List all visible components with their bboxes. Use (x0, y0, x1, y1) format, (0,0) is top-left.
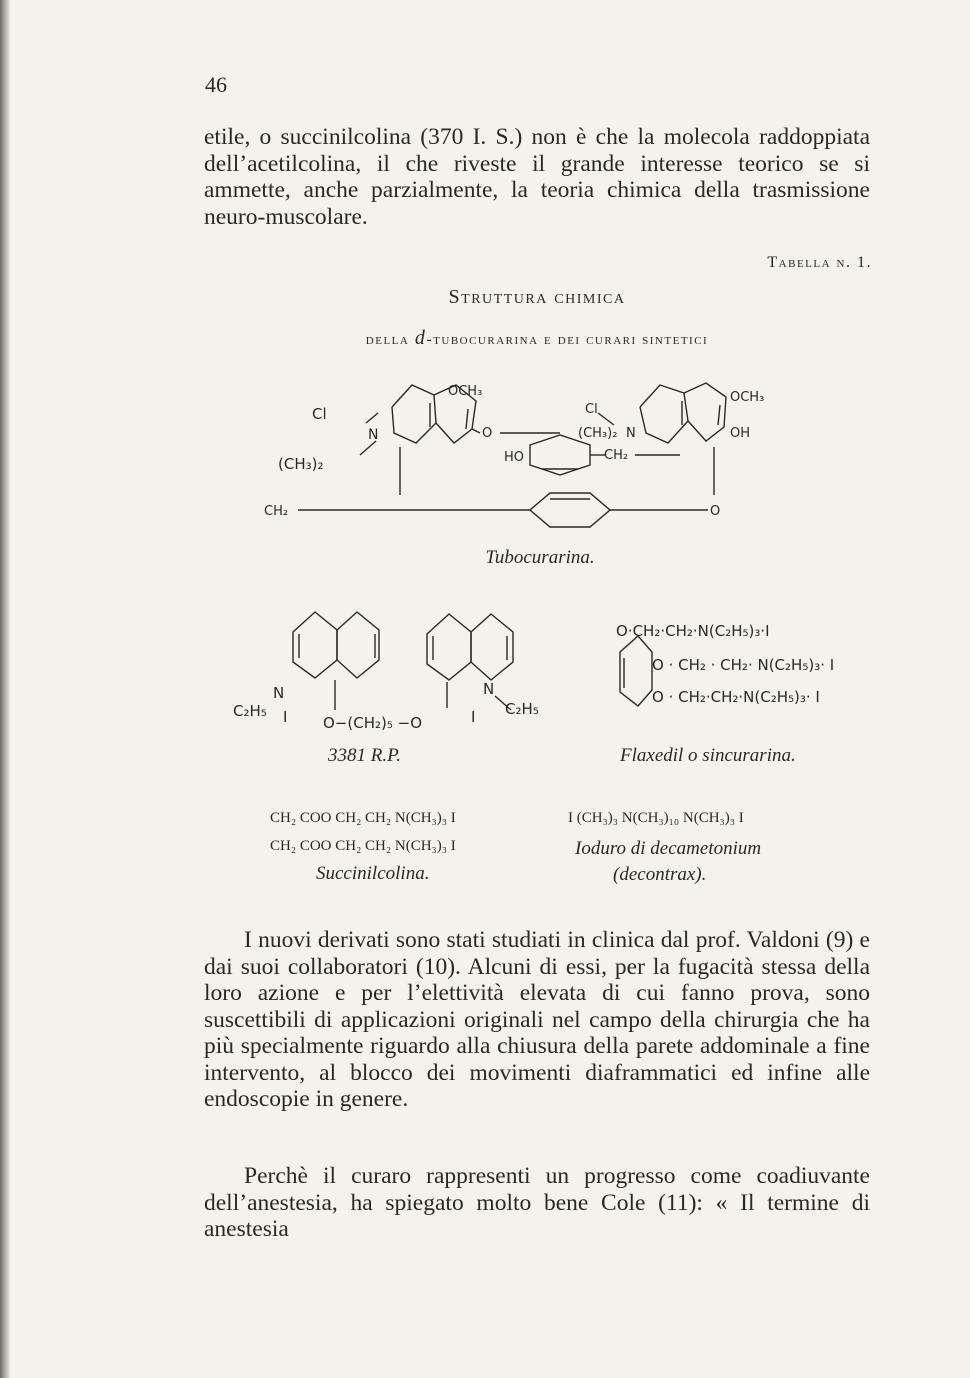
decametonium-formula: I (CH₃)₃ N(CH₃)₁₀ N(CH₃)₃ I (568, 810, 744, 826)
decametonium-caption-2: (decontrax). (613, 864, 707, 885)
tubo-o-bridge-label: O (482, 426, 493, 441)
flaxedil-caption: Flaxedil o sincurarina. (620, 745, 796, 766)
succinilcolina-line-1: CH₂ COO CH₂ CH₂ N(CH₃)₃ I (270, 810, 456, 826)
decametonium-caption-1: Ioduro di decametonium (575, 838, 762, 859)
tubo-cl-bond-right (598, 413, 614, 425)
tubo-cl-bond-left (366, 413, 378, 423)
tubo-ch3-right: (CH₃)₂ (578, 426, 618, 441)
rp-c2h5-right: C₂H₅ (505, 700, 539, 718)
flaxedil-chain-3: O · CH₂·CH₂·N(C₂H₅)₃· I (652, 688, 820, 706)
rp-chain-label: O−(CH₂)₅ −O (323, 714, 423, 732)
book-binding-shadow (0, 0, 10, 1378)
flaxedil-chain-2: O · CH₂ · CH₂· N(C₂H₅)₃· I (652, 656, 835, 674)
rp-left-ring-b (337, 612, 379, 678)
flaxedil-structure (590, 612, 880, 722)
table-title-italic: d (414, 327, 427, 349)
tubo-ch2-bottom: CH₂ (264, 504, 289, 519)
page-number: 46 (205, 72, 227, 97)
table-title-line2 (204, 327, 870, 350)
cole-paragraph: Perchè il curaro rappresenti un progresso come coadiuvante dell’anestesia, ha spiegato molto bene Cole (11): « Il termine di anestesia (204, 1163, 870, 1242)
rp-n-left: N (273, 684, 285, 702)
tubo-ch3-left: (CH₃)₂ (278, 455, 324, 473)
tubo-ch2-mid: CH₂ (604, 448, 629, 463)
tubo-och3-b: OCH₃ (730, 390, 765, 405)
rp3381-structure (215, 600, 575, 740)
tubo-o-bond (472, 429, 480, 433)
succinilcolina-caption: Succinilcolina. (316, 863, 430, 884)
tubo-oh: OH (730, 426, 751, 441)
table-title-prefix: della (365, 331, 415, 348)
table-title-rest: -tubocurarina e dei curari sintetici (426, 331, 709, 348)
tubo-och3-a: OCH₃ (448, 384, 483, 399)
tubo-bottom-ring (530, 493, 610, 527)
tubo-right-ring-a (640, 385, 688, 443)
intro-paragraph: etile, o succinilcolina (370 I. S.) non è che la molecola raddoppiata dell’acetilcolina, il che riveste il grande interesse teorico se si ammette, anche parzialmente, la teoria chimica della trasmissione neuro-muscolare. (204, 124, 870, 230)
tubocurarina-caption: Tubocurarina. (485, 547, 595, 568)
tubo-cl-right: Cl (585, 402, 598, 417)
tubocurarina-structure (260, 355, 820, 530)
tubo-cl-left: Cl (312, 405, 327, 423)
succinilcolina-formula (270, 804, 540, 860)
table-label: Tabella n. 1. (767, 254, 872, 271)
flaxedil-benzene-ring (620, 636, 652, 706)
tubo-ho: HO (504, 450, 525, 465)
succinilcolina-line-2: CH₂ COO CH₂ CH₂ N(CH₃)₃ I (270, 838, 456, 854)
tubo-n-left: N (368, 427, 379, 443)
tubo-left-ring-b-double (466, 409, 468, 429)
flaxedil-chain-1: O·CH₂·CH₂·N(C₂H₅)₃·I (616, 622, 770, 640)
rp-i-right: I (471, 708, 476, 726)
tubo-right-ring-b-double (718, 405, 720, 425)
tubo-o-bottom: O (710, 504, 721, 519)
tubo-n-right: N (626, 426, 636, 441)
studies-paragraph: I nuovi derivati sono stati studiati in clinica dal prof. Valdoni (9) e dai suoi collaboratori (10). Alcuni di essi, per la fugacità stessa della loro azione e per l’elettività elevata di cui fanno prova, sono suscettibili di applicazioni originali nel campo della chirurgia che ha più specialmente riguardo alla chiusura della parete addominale a fine intervento, al blocco dei movimenti diaframmatici ed infine alle endoscopie in genere. (204, 927, 870, 1112)
rp-n-right: N (483, 680, 495, 698)
rp3381-caption: 3381 R.P. (328, 745, 402, 766)
tubo-n-bond-left (360, 441, 376, 455)
rp-c2h5-left: C₂H₅ (233, 702, 267, 720)
rp-i-left: I (283, 708, 288, 726)
table-title-line1: Struttura chimica (448, 286, 626, 308)
